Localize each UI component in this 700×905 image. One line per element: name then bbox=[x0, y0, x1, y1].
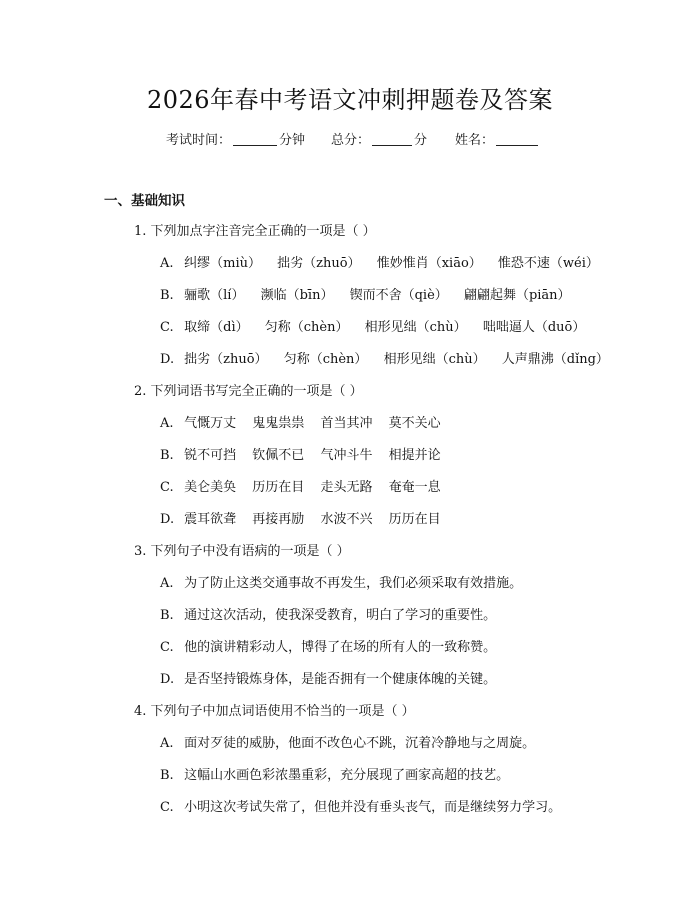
option-item: 相形见绌（chù） bbox=[364, 320, 467, 335]
total-score-field bbox=[331, 130, 427, 152]
option-item: 匀称（chèn） bbox=[264, 320, 349, 335]
option-item: 锲而不舍（qiè） bbox=[349, 288, 448, 303]
question-option bbox=[160, 573, 534, 595]
option-item: 面对歹徒的威胁，他面不改色心不跳，沉着冷静地与之周旋。 bbox=[184, 736, 536, 751]
question-option bbox=[160, 413, 453, 435]
option-item: 水波不兴 bbox=[320, 512, 373, 527]
exam-time-unit: 分钟 bbox=[279, 133, 306, 148]
option-letter: A. bbox=[160, 576, 174, 591]
option-item: 咄咄逼人（duō） bbox=[482, 320, 586, 335]
option-item: 惟恐不速（wéi） bbox=[497, 256, 599, 271]
question-stem: 4. 下列句子中加点词语使用不恰当的一项是（ ） bbox=[134, 704, 415, 719]
option-item: 鬼鬼祟祟 bbox=[252, 416, 305, 431]
option-letter: A. bbox=[160, 416, 174, 431]
exam-time-label: 考试时间： bbox=[166, 133, 232, 148]
question-option bbox=[160, 797, 573, 819]
option-item: 纠缪（miù） bbox=[184, 256, 261, 271]
section-title: 一、基础知识 bbox=[104, 193, 185, 209]
question-option bbox=[160, 605, 508, 627]
option-item: 濒临（bīn） bbox=[260, 288, 334, 303]
option-letter: D. bbox=[160, 352, 175, 367]
option-item: 历历在目 bbox=[388, 512, 441, 527]
option-letter: D. bbox=[160, 512, 175, 527]
exam-time-field bbox=[166, 130, 305, 152]
question-option bbox=[160, 445, 453, 467]
question-stem: 3. 下列句子中没有语病的一项是（ ） bbox=[134, 544, 350, 559]
option-item: 相提并论 bbox=[388, 448, 441, 463]
option-item: 美仑美奂 bbox=[184, 480, 237, 495]
option-item: 惟妙惟肖（xiāo） bbox=[376, 256, 482, 271]
question-option bbox=[160, 733, 547, 755]
option-item: 气冲斗牛 bbox=[320, 448, 373, 463]
option-item: 钦佩不已 bbox=[252, 448, 305, 463]
option-item: 这幅山水画色彩浓墨重彩，充分展现了画家高超的技艺。 bbox=[184, 768, 510, 783]
question-option bbox=[160, 285, 583, 307]
option-item: 气慨万丈 bbox=[184, 416, 237, 431]
question-option bbox=[160, 349, 621, 371]
question-option bbox=[160, 669, 508, 691]
question-option bbox=[160, 509, 453, 531]
question-option bbox=[160, 253, 611, 275]
option-item: 奄奄一息 bbox=[388, 480, 441, 495]
option-item: 他的演讲精彩动人，博得了在场的所有人的一致称赞。 bbox=[184, 640, 497, 655]
option-item: 人声鼎沸（dǐng） bbox=[501, 352, 609, 367]
question-option bbox=[160, 477, 453, 499]
option-item: 震耳欲聋 bbox=[184, 512, 237, 527]
option-item: 拙劣（zhuō） bbox=[184, 352, 268, 367]
option-item: 拙劣（zhuō） bbox=[277, 256, 361, 271]
option-letter: C. bbox=[160, 800, 174, 815]
option-letter: C. bbox=[160, 320, 174, 335]
question-option bbox=[160, 637, 508, 659]
question-option bbox=[160, 317, 597, 339]
option-letter: B. bbox=[160, 448, 174, 463]
option-letter: C. bbox=[160, 640, 174, 655]
option-item: 走头无路 bbox=[320, 480, 373, 495]
option-item: 为了防止这类交通事故不再发生，我们必须采取有效措施。 bbox=[184, 576, 523, 591]
option-item: 相形见绌（chù） bbox=[383, 352, 486, 367]
option-item: 取缔（dì） bbox=[184, 320, 249, 335]
question-stem: 2. 下列词语书写完全正确的一项是（ ） bbox=[134, 384, 363, 399]
option-item: 历历在目 bbox=[252, 480, 305, 495]
option-letter: C. bbox=[160, 480, 174, 495]
option-letter: A. bbox=[160, 736, 174, 751]
student-name-label: 姓名： bbox=[455, 133, 495, 148]
option-item: 骊歌（lí） bbox=[184, 288, 245, 303]
option-letter: B. bbox=[160, 288, 174, 303]
option-letter: B. bbox=[160, 768, 174, 783]
option-item: 再接再励 bbox=[252, 512, 305, 527]
page-title: 2026年春中考语文冲刺押题卷及答案 bbox=[146, 86, 554, 114]
option-item: 匀称（chèn） bbox=[283, 352, 368, 367]
question-stem: 1. 下列加点字注音完全正确的一项是（ ） bbox=[134, 224, 376, 239]
question-option bbox=[160, 765, 521, 787]
option-item: 小明这次考试失常了，但他并没有垂头丧气，而是继续努力学习。 bbox=[184, 800, 562, 815]
total-score-blank bbox=[372, 131, 412, 146]
total-score-label: 总分： bbox=[331, 133, 371, 148]
total-score-unit: 分 bbox=[414, 133, 428, 148]
option-item: 是否坚持锻炼身体，是能否拥有一个健康体魄的关键。 bbox=[184, 672, 497, 687]
exam-time-blank bbox=[233, 131, 277, 146]
option-item: 莫不关心 bbox=[388, 416, 441, 431]
student-name-blank bbox=[496, 131, 538, 146]
option-letter: B. bbox=[160, 608, 174, 623]
student-name-field bbox=[455, 130, 540, 152]
option-item: 通过这次活动，使我深受教育，明白了学习的重要性。 bbox=[184, 608, 497, 623]
option-item: 翩翩起舞（piān） bbox=[463, 288, 571, 303]
option-item: 首当其冲 bbox=[320, 416, 373, 431]
option-item: 锐不可挡 bbox=[184, 448, 237, 463]
option-letter: A. bbox=[160, 256, 174, 271]
option-letter: D. bbox=[160, 672, 175, 687]
